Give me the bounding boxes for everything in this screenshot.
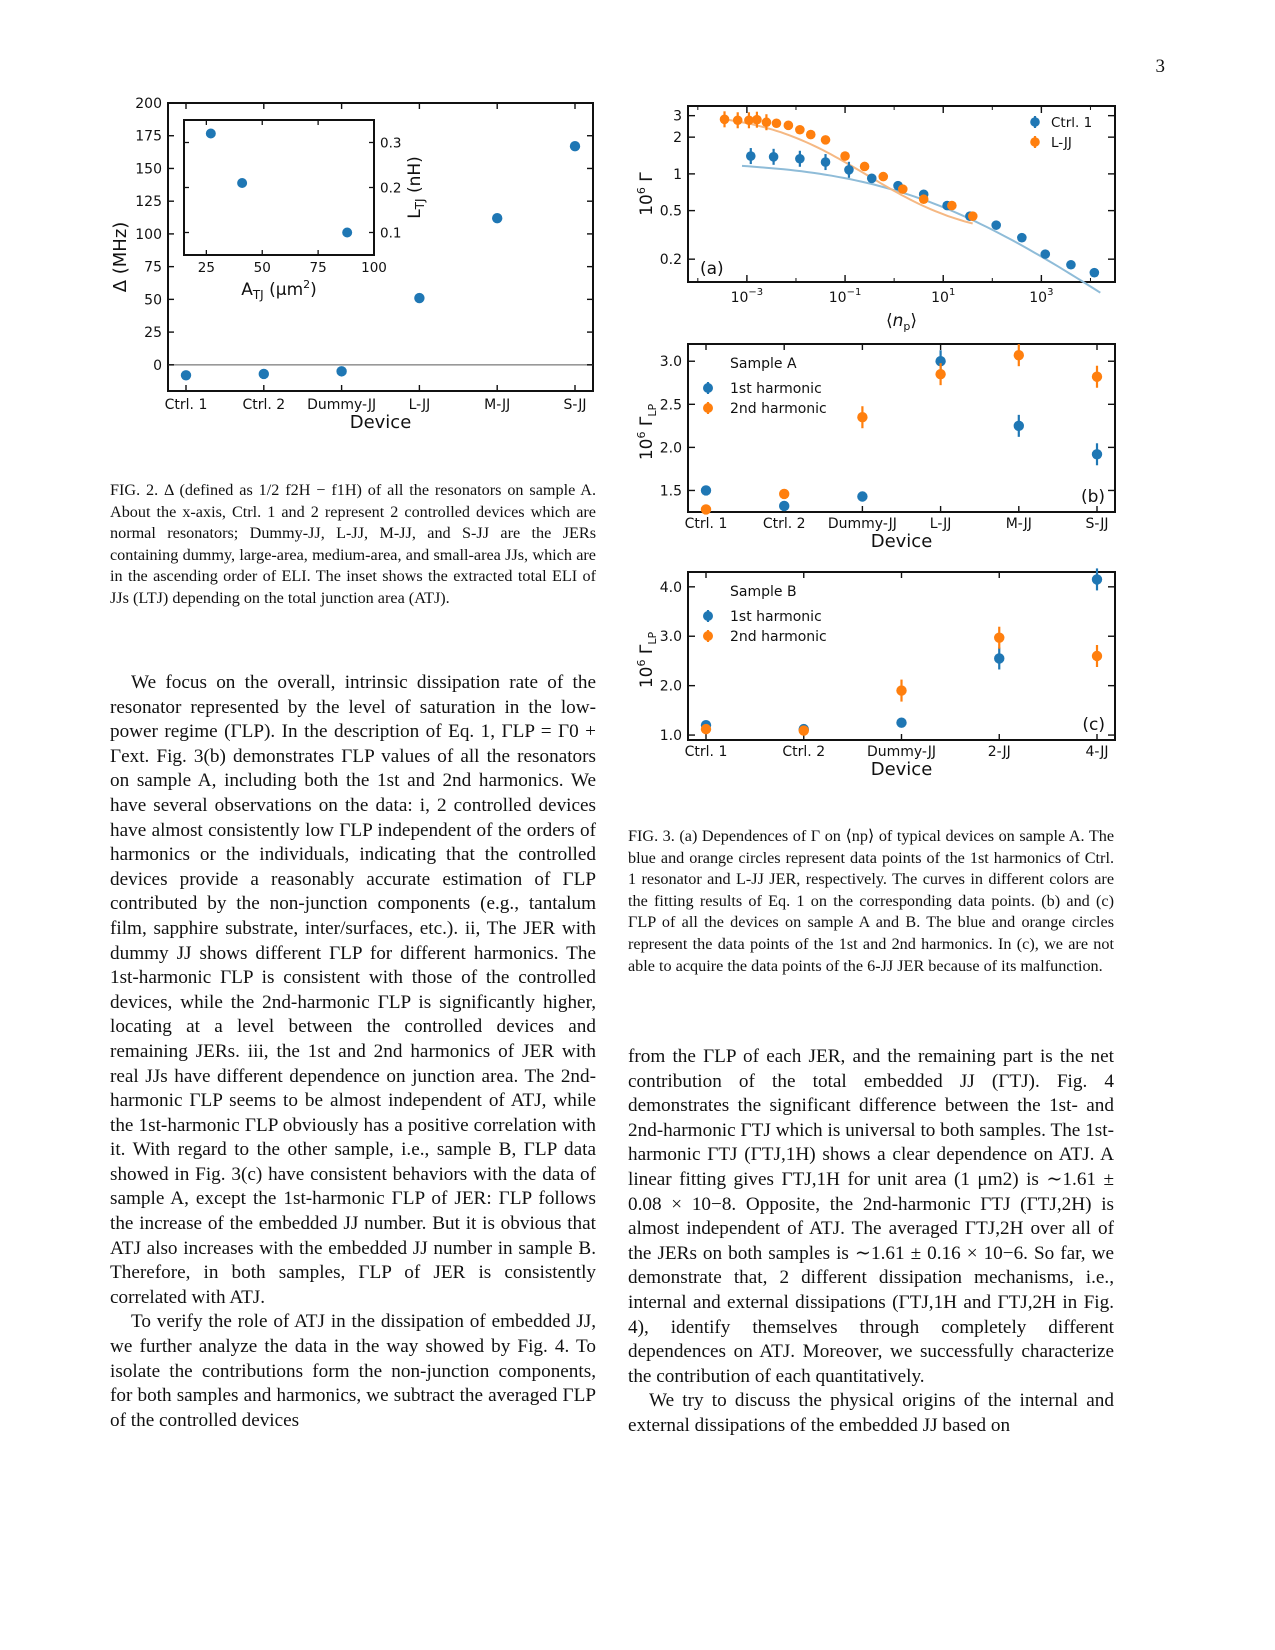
panel-label: (b) bbox=[1080, 487, 1105, 507]
legend-marker bbox=[703, 383, 713, 393]
x-tick-label: S-JJ bbox=[563, 397, 587, 413]
data-point bbox=[795, 125, 805, 135]
y-tick-label: 0 bbox=[153, 357, 162, 374]
figure-2-caption: FIG. 2. Δ (defined as 1/2 f2H − f1H) of all the resonators on sample A. About the x-axis, Ctrl. 1 and 2 represent 2 controlled devices which are normal resonators; Dummy-JJ, L-JJ, M-JJ, and S-JJ are the JERs containing dummy, large-area, medium-area, and small-area JJs, which are in the ascending order of ELI. The inset shows the extracted total ELI of JJs (LTJ) depending on the total junction area (ATJ). bbox=[110, 481, 596, 607]
y-tick-label: 200 bbox=[135, 96, 162, 112]
data-point bbox=[1066, 260, 1076, 270]
legend-marker bbox=[703, 611, 713, 621]
legend-label: 1st harmonic bbox=[730, 381, 822, 397]
y-tick-label: 3.0 bbox=[659, 629, 682, 646]
data-point bbox=[994, 633, 1004, 643]
data-point bbox=[799, 725, 809, 735]
figure-3 bbox=[630, 100, 1150, 794]
legend-marker bbox=[703, 403, 713, 413]
y-tick-label: 3.0 bbox=[659, 354, 682, 371]
y-tick-label: 2.0 bbox=[659, 678, 682, 695]
page-number: 3 bbox=[1155, 56, 1165, 77]
legend-label: Ctrl. 1 bbox=[1051, 115, 1093, 131]
data-point bbox=[935, 369, 945, 379]
data-point bbox=[795, 154, 805, 164]
x-tick-label: Dummy-JJ bbox=[827, 516, 897, 532]
data-point bbox=[1014, 350, 1024, 360]
legend-label: L-JJ bbox=[1051, 135, 1072, 151]
x-tick-label: M-JJ bbox=[1005, 516, 1032, 532]
y-tick-label: 0.2 bbox=[659, 252, 682, 269]
inset-y-tick-label: 0.3 bbox=[380, 135, 402, 152]
data-point bbox=[259, 369, 269, 379]
inset-x-tick-label: 100 bbox=[361, 260, 387, 276]
x-tick-label: Dummy-JJ bbox=[866, 744, 937, 760]
data-point bbox=[1092, 574, 1102, 584]
x-tick-label: S-JJ bbox=[1085, 516, 1109, 532]
paragraph: from the ΓLP of each JER, and the remaining part is the net contribution of the total embedded JJ (ΓTJ). Fig. 4 demonstrates the significant difference between the 1st- and 2nd-harmonic ΓTJ which is universal to both samples. The 1st-harmonic ΓTJ (ΓTJ,1H) shows a clear dependence on ATJ. A linear fitting gives ΓTJ,1H for unit area (1 μm2) is ∼1.61 ± 0.08 × 10−8. Opposite, the 2nd-harmonic ΓTJ (ΓTJ,2H) is almost independent of ATJ. The averaged ΓTJ,2H over all of the JERs on both samples is ∼1.61 ± 0.16 × 10−6. So far, we demonstrate that, 2 different dissipation mechanisms, i.e., internal and external dissipations (ΓTJ,1H and ΓTJ,2H in Fig. 4), identify themselves through completely different dependences on ATJ. Moreover, we successfully characterize the contribution of each quantitatively. bbox=[628, 1046, 1114, 1387]
data-point bbox=[746, 151, 756, 161]
data-point bbox=[994, 653, 1004, 663]
data-point bbox=[772, 118, 782, 128]
data-point bbox=[1092, 449, 1102, 459]
panel-label: (c) bbox=[1082, 715, 1105, 735]
data-point bbox=[733, 115, 743, 125]
data-point bbox=[1090, 268, 1100, 278]
figure-3c-chart bbox=[630, 566, 1150, 794]
paragraph: We focus on the overall, intrinsic dissipation rate of the resonator represented by the level of saturation in the low-power regime (ΓLP). In the description of Eq. 1, ΓLP = Γ0 + Γext. Fig. 3(b) demonstrates ΓLP values of all the resonators on sample A, including both the 1st and 2nd harmonics. We have several observations on the data: i, 2 controlled devices have almost consistently low ΓLP independent of the orders of harmonics or the individuals, indicating that the controlled devices provide a reasonably accurate estimation of ΓLP contributed by the non-junction components (e.g., tantalum film, sapphire substrate, inter/surfaces, etc.). ii, The JER with dummy JJ shows different ΓLP for different harmonics. The 1st-harmonic ΓLP is consistent with those of the controlled devices, while the 2nd-harmonic ΓLP is significantly higher, locating at a level between the controlled devices and remaining JERs. iii, the 1st and 2nd harmonics of JER with real JJs have different dependence on junction area. The 2nd-harmonic ΓLP seems to be almost independent of ATJ, while the 1st-harmonic ΓLP obviously has a positive correlation with it. With regard to the other sample, i.e., sample B, ΓLP data showed in Fig. 3(c) have consistent behaviors with the data of sample A, except the 1st-harmonic ΓLP of JER: ΓLP follows the increase of the embedded JJ number. But it is obvious that ATJ also increases with the embedded JJ number in sample B. Therefore, in both samples, ΓLP of JER is consistently correlated with ATJ. bbox=[110, 672, 596, 1308]
data-point bbox=[752, 115, 762, 125]
data-point bbox=[784, 121, 794, 131]
data-point bbox=[181, 370, 191, 380]
data-point bbox=[896, 685, 906, 695]
y-tick-label: 1.0 bbox=[659, 728, 682, 745]
y-tick-label: 100 bbox=[135, 226, 162, 243]
data-point bbox=[860, 162, 870, 172]
data-point bbox=[1014, 421, 1024, 431]
x-tick-label: Ctrl. 2 bbox=[782, 744, 826, 760]
data-point bbox=[336, 366, 346, 376]
x-tick-label: $10^1$ bbox=[931, 287, 956, 306]
x-tick-label: 4-JJ bbox=[1085, 744, 1109, 760]
data-point bbox=[701, 504, 711, 514]
data-point bbox=[857, 412, 867, 422]
data-point bbox=[821, 135, 831, 145]
legend-marker bbox=[1030, 117, 1040, 127]
y-tick-label: 125 bbox=[135, 194, 162, 211]
x-tick-label: M-JJ bbox=[484, 397, 511, 413]
y-tick-label: 1.5 bbox=[659, 483, 682, 500]
y-tick-label: 2.5 bbox=[659, 397, 682, 414]
data-point bbox=[968, 211, 978, 221]
panel-label: (a) bbox=[700, 259, 724, 279]
figure-3a-chart bbox=[630, 100, 1150, 333]
y-axis-label: Δ (MHz) bbox=[110, 221, 131, 293]
y-tick-label: 150 bbox=[135, 161, 162, 178]
data-point bbox=[492, 213, 502, 223]
x-tick-label: $10^3$ bbox=[1029, 287, 1054, 306]
y-tick-label: 3 bbox=[673, 108, 682, 125]
legend-marker bbox=[703, 631, 713, 641]
y-tick-label: 0.5 bbox=[659, 203, 682, 220]
paragraph: We try to discuss the physical origins of the internal and external dissipations of the embedded JJ based on bbox=[628, 1390, 1114, 1436]
data-point bbox=[867, 174, 877, 184]
x-axis-label: Device bbox=[349, 412, 412, 433]
figure-3b-chart bbox=[630, 338, 1150, 566]
data-point bbox=[1092, 651, 1102, 661]
y-axis-label: $10^6$ $\Gamma_{LP}$ bbox=[635, 631, 659, 689]
inset-y-axis-label: $L_{TJ}$ (nH) bbox=[405, 156, 427, 219]
x-tick-label: $10^{-3}$ bbox=[730, 287, 764, 306]
data-point bbox=[1017, 233, 1027, 243]
x-tick-label: Ctrl. 1 bbox=[684, 744, 728, 760]
inset-x-tick-label: 25 bbox=[197, 260, 215, 276]
data-point bbox=[947, 201, 957, 211]
legend-marker bbox=[1030, 137, 1040, 147]
y-tick-label: 25 bbox=[144, 325, 162, 342]
x-axis-label: Device bbox=[870, 759, 933, 780]
inset-x-tick-label: 50 bbox=[253, 260, 271, 276]
inset-data-point bbox=[342, 228, 352, 238]
inset-data-point bbox=[237, 178, 247, 188]
x-tick-label: Ctrl. 2 bbox=[242, 397, 286, 413]
x-tick-label: Ctrl. 1 bbox=[164, 397, 208, 413]
data-point bbox=[769, 152, 779, 162]
data-point bbox=[844, 165, 854, 175]
legend-label: 2nd harmonic bbox=[730, 401, 827, 417]
y-tick-label: 75 bbox=[144, 259, 162, 276]
y-axis-label: $10^6$ Γ bbox=[635, 172, 657, 216]
legend-label: 2nd harmonic bbox=[730, 629, 827, 645]
x-tick-label: Dummy-JJ bbox=[307, 397, 377, 413]
y-tick-label: 4.0 bbox=[659, 579, 682, 596]
y-axis-label: $10^6$ $\Gamma_{LP}$ bbox=[635, 403, 659, 461]
legend-title: Sample A bbox=[730, 356, 797, 372]
data-point bbox=[701, 485, 711, 495]
inset-y-tick-label: 0.1 bbox=[380, 225, 402, 242]
legend-title: Sample B bbox=[730, 584, 797, 600]
data-point bbox=[1092, 372, 1102, 382]
data-point bbox=[857, 491, 867, 501]
x-axis-label: Device bbox=[870, 531, 933, 552]
data-point bbox=[779, 489, 789, 499]
data-point bbox=[898, 184, 908, 194]
fit-curve bbox=[742, 166, 1100, 293]
data-point bbox=[414, 293, 424, 303]
paragraph: To verify the role of ATJ in the dissipation of embedded JJ, we further analyze the data in the way showed by Fig. 4. To isolate the contributions form the non-junction components, for both samples and harmonics, we subtract the averaged ΓLP of the controlled devices bbox=[110, 1311, 596, 1431]
data-point bbox=[762, 117, 772, 127]
data-point bbox=[840, 151, 850, 161]
y-tick-label: 2.0 bbox=[659, 440, 682, 457]
x-axis-label: $⟨n_p⟩$ bbox=[885, 311, 918, 333]
x-tick-label: L-JJ bbox=[929, 516, 952, 532]
x-tick-label: Ctrl. 1 bbox=[684, 516, 728, 532]
data-point bbox=[896, 718, 906, 728]
x-tick-label: Ctrl. 2 bbox=[762, 516, 806, 532]
inset-y-tick-label: 0.2 bbox=[380, 180, 402, 197]
left-column-text bbox=[110, 671, 596, 1433]
data-point bbox=[806, 130, 816, 140]
inset-data-point bbox=[206, 129, 216, 139]
data-point bbox=[779, 501, 789, 511]
y-tick-label: 175 bbox=[135, 128, 162, 145]
figure-2 bbox=[100, 95, 610, 440]
data-point bbox=[720, 115, 730, 125]
data-point bbox=[701, 724, 711, 734]
data-point bbox=[1040, 249, 1050, 259]
inset-x-axis-label: $A_{TJ}$ $(\mu m^2)$ bbox=[241, 278, 317, 302]
y-tick-label: 2 bbox=[673, 130, 682, 147]
y-tick-label: 50 bbox=[144, 292, 162, 309]
data-point bbox=[821, 157, 831, 167]
figure-3-caption: FIG. 3. (a) Dependences of Γ on ⟨np⟩ of typical devices on sample A. The blue and orange circles represent data points of the 1st harmonics of Ctrl. 1 resonator and L-JJ JER, respectively. The curves in different colors are the fitting results of Eq. 1 on the corresponding data points. (b) and (c) ΓLP of all the devices on sample A and B. The blue and orange circles represent the data points of the 1st and 2nd harmonics. In (c), we are not able to acquire the data points of the 6-JJ JER because of its malfunction. bbox=[628, 827, 1114, 975]
data-point bbox=[570, 141, 580, 151]
x-tick-label: 2-JJ bbox=[987, 744, 1011, 760]
figure-2-chart bbox=[100, 95, 610, 440]
inset-x-tick-label: 75 bbox=[309, 260, 327, 276]
y-tick-label: 1 bbox=[673, 166, 682, 183]
x-tick-label: L-JJ bbox=[408, 397, 431, 413]
x-tick-label: $10^{-1}$ bbox=[828, 287, 862, 306]
data-point bbox=[919, 194, 929, 204]
right-column-text bbox=[628, 1045, 1114, 1439]
legend-label: 1st harmonic bbox=[730, 609, 822, 625]
data-point bbox=[878, 172, 888, 182]
data-point bbox=[991, 220, 1001, 230]
